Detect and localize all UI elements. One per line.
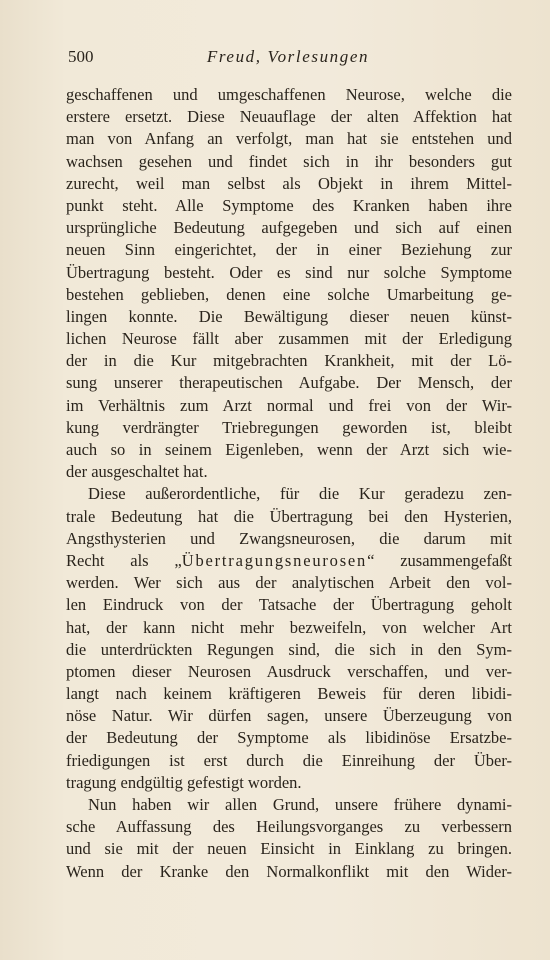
text-line: hat, der kann nicht mehr bezweifeln, von welcher Art xyxy=(66,617,512,637)
text-line: Angsthysterien und Zwangsneurosen, die darum mit xyxy=(66,528,512,548)
paragraph xyxy=(66,84,512,483)
text-line: Recht als „Übertragungsneurosen“ zusammengefaßt xyxy=(66,550,513,570)
text-line: tragung endgültig gefestigt worden. xyxy=(66,772,302,792)
text-line: nöse Natur. Wir dürfen sagen, unsere Überzeugung von xyxy=(66,706,512,726)
text-line: sche Auffassung des Heilungsvorganges zu verbessern xyxy=(66,817,512,837)
text-line: bestehen geblieben, denen eine solche Umarbeitung ge- xyxy=(66,284,512,304)
running-title: Freud, Vorlesungen xyxy=(206,47,370,66)
text-line: trale Bedeutung hat die Übertragung bei den Hysterien, xyxy=(66,506,512,526)
text-line: langt nach keinem kräftigeren Beweis für deren libidi- xyxy=(66,684,512,704)
page-header xyxy=(68,47,508,73)
text-line: der in die Kur mitgebrachten Krankheit, mit der Lö- xyxy=(66,351,512,371)
text-line: Diese außerordentliche, für die Kur geradezu zen- xyxy=(88,484,512,504)
text-line: friedigungen ist erst durch die Einreihung der Über- xyxy=(66,750,512,770)
text-line: len Eindruck von der Tatsache der Übertragung geholt xyxy=(66,595,512,615)
text-line: im Verhältnis zum Arzt normal und frei von der Wir- xyxy=(66,395,512,415)
emphasized-term: Übertragungsneurosen xyxy=(181,550,368,570)
text-line: erstere ersetzt. Diese Neuauflage der alten Affektion hat xyxy=(66,107,512,127)
text-line: lingen konnte. Die Bewältigung dieser neuen künst- xyxy=(66,306,512,326)
text-line: auch so in seinem Eigenleben, wenn der Arzt sich wie- xyxy=(66,440,512,459)
page-number: 500 xyxy=(68,47,94,66)
text-line: wachsen gesehen und findet sich in ihr besonders gut xyxy=(66,151,512,171)
text-line: man von Anfang an verfolgt, man hat sie entstehen und xyxy=(66,129,512,149)
body-text xyxy=(66,84,512,883)
text-line: der Bedeutung der Symptome als libidinöse Ersatzbe- xyxy=(66,728,512,748)
text-line: der ausgeschaltet hat. xyxy=(66,462,208,482)
text-line: punkt steht. Alle Symptome des Kranken haben ihre xyxy=(66,195,512,215)
text-line: Übertragung besteht. Oder es sind nur solche Symptome xyxy=(66,262,512,282)
text-line: ursprüngliche Bedeutung aufgegeben und sich auf einen xyxy=(66,218,512,238)
text-line: sung unserer therapeutischen Aufgabe. Der Mensch, der xyxy=(66,373,512,393)
text-line: ptomen dieser Neurosen Ausdruck verschaffen, und ver- xyxy=(66,661,512,681)
text-line: lichen Neurose fällt aber zusammen mit der Erledigung xyxy=(66,329,512,349)
text-line: und sie mit der neuen Einsicht in Einklang zu bringen. xyxy=(66,839,512,859)
text-line: geschaffenen und umgeschaffenen Neurose, welche die xyxy=(66,85,512,104)
text-line: Nun haben wir allen Grund, unsere frühere dynami- xyxy=(88,795,512,814)
text-line: werden. Wer sich aus der analytischen Arbeit den vol- xyxy=(66,573,512,593)
text-line: Wenn der Kranke den Normalkonflikt mit den Wider- xyxy=(66,861,512,881)
text-line: zurecht, weil man selbst als Objekt in ihrem Mittel- xyxy=(66,173,512,193)
text-line: neuen Sinn eingerichtet, der in einer Beziehung zur xyxy=(66,240,512,260)
text-line: die unterdrückten Regungen sind, die sich in den Sym- xyxy=(66,639,512,659)
text-line: kung verdrängter Triebregungen geworden ist, bleibt xyxy=(66,417,512,437)
paragraph xyxy=(66,483,512,794)
paragraph xyxy=(66,794,512,883)
